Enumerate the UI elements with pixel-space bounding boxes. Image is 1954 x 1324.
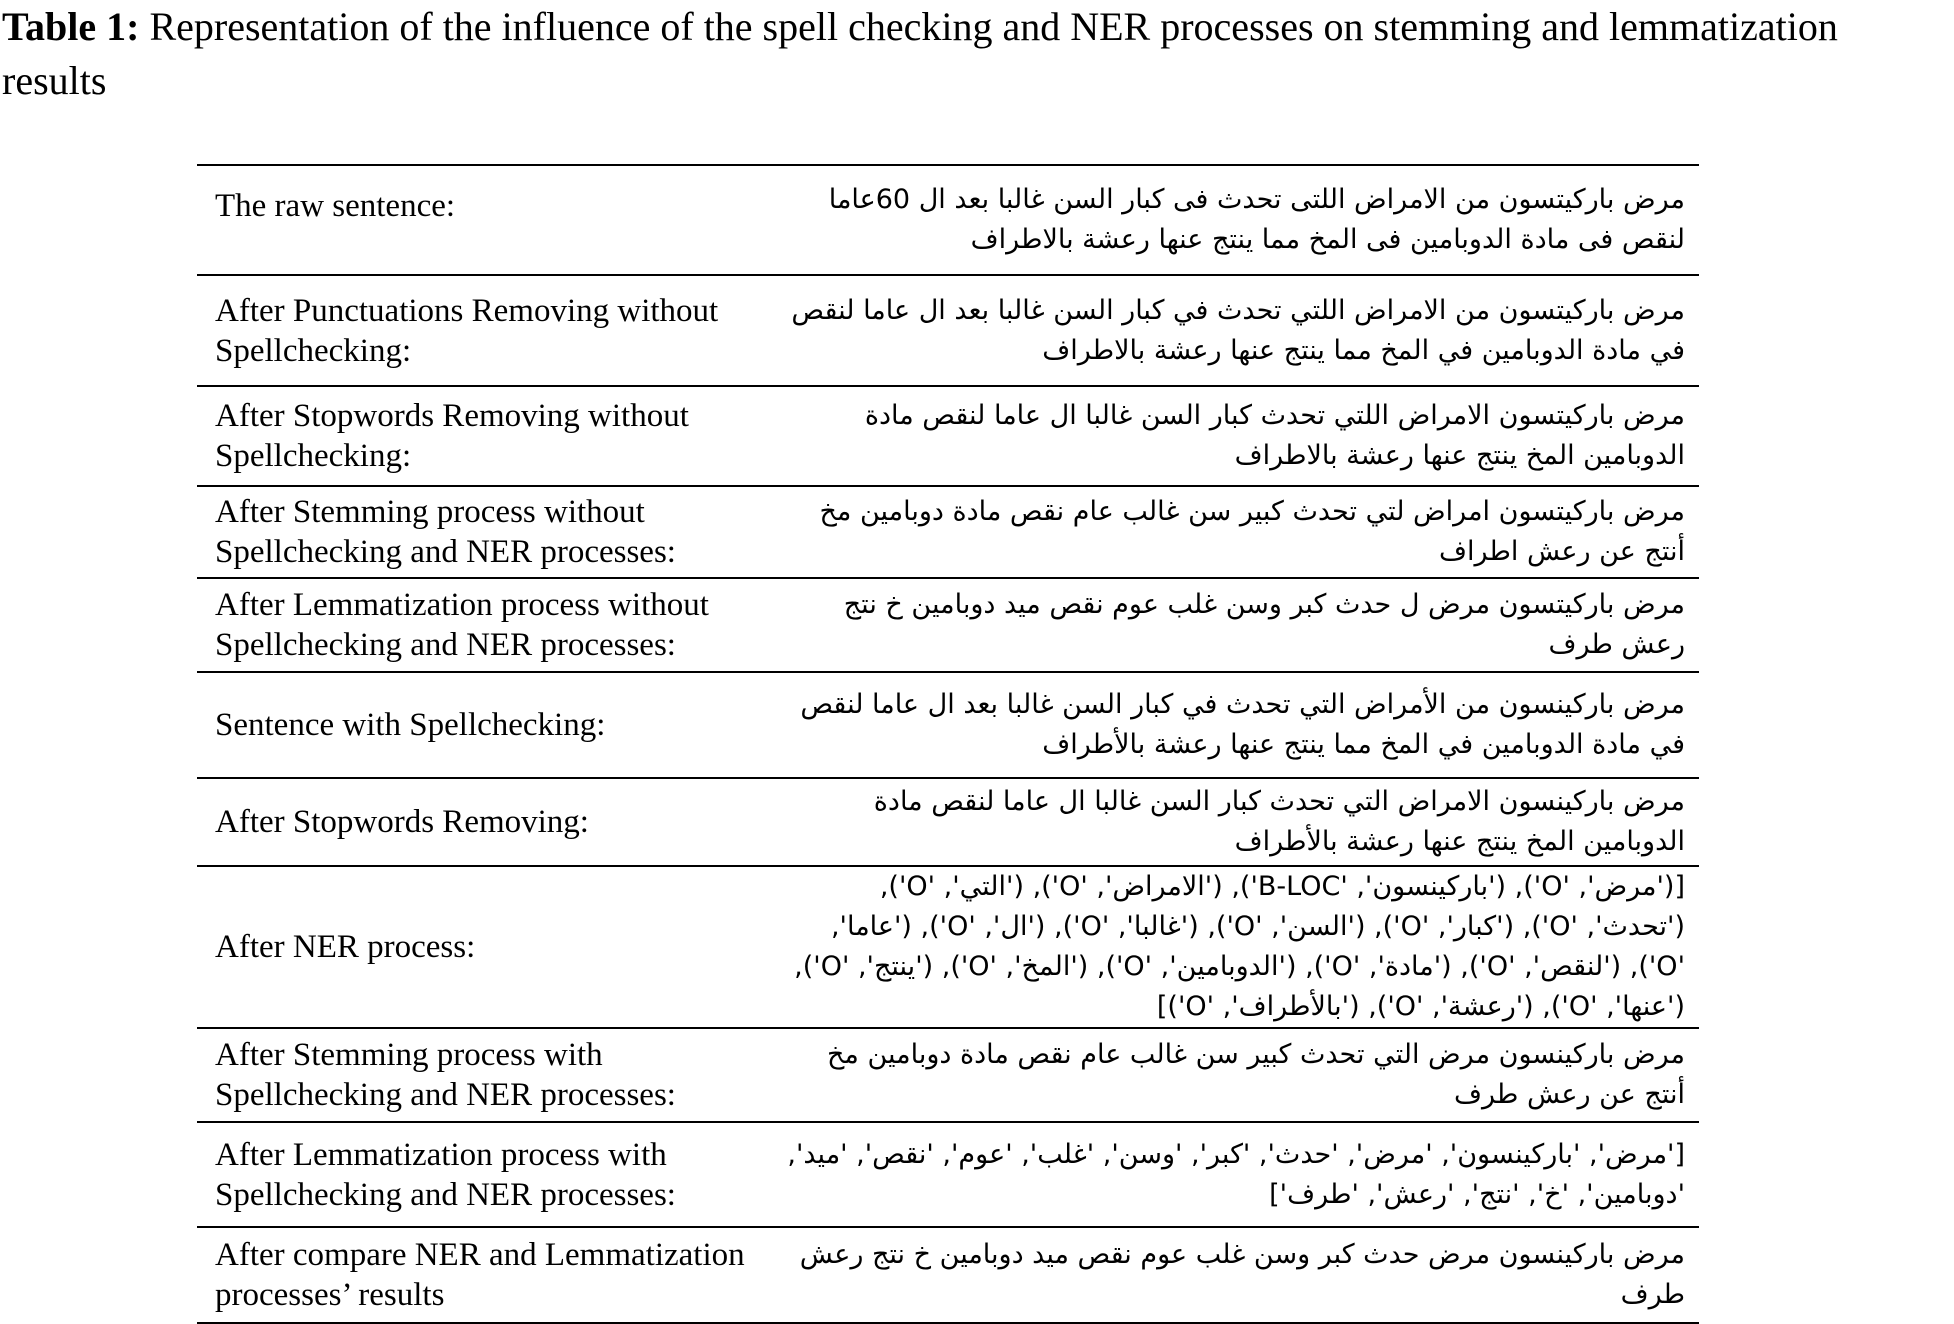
row-value: ['مرض', 'باركينسون', 'مرض', 'حدث', 'كبر', 'وسن', 'غلب', 'عوم', 'نقص', 'ميد', 'دوبامين', 'خ', 'نتج', 'رعش', 'طرف'] [787, 1138, 1685, 1210]
row-label: After Stemming process without Spellchecking and NER processes: [215, 494, 676, 570]
table-row-lemmatization-with-spellcheck [197, 1122, 1699, 1227]
row-label: After Punctuations Removing without Spellchecking: [215, 292, 719, 369]
results-table-container [197, 164, 1699, 1324]
row-label: Sentence with Spellchecking: [215, 707, 606, 743]
row-label: After NER process: [215, 929, 476, 965]
caption-text: Representation of the influence of the spell checking and NER processes on stemming and lemmatization results [2, 4, 1838, 103]
table-row-lemmatization-without-spellcheck [197, 578, 1699, 672]
row-label: After Stopwords Removing without Spellchecking: [215, 398, 689, 474]
row-label: After Lemmatization process without Spellchecking and NER processes: [215, 587, 709, 663]
row-value: مرض باركيتسون من الامراض اللتي تحدث في كبار السن غالبا بعد ال عاما لنقص في مادة الدوبامين في المخ مما ينتج عنها رعشة بالاطراف [791, 294, 1685, 366]
row-value: مرض باركينسون من الأمراض التي تحدث في كبار السن غالبا بعد ال عاما لنقص في مادة الدوبامين في المخ مما ينتج عنها رعشة بالأطراف [800, 689, 1685, 760]
row-label: After Lemmatization process with Spellchecking and NER processes: [215, 1136, 676, 1213]
row-label: The raw sentence: [215, 188, 456, 224]
results-table [197, 164, 1699, 1324]
caption-label: Table 1: [2, 4, 140, 49]
row-value: مرض باركيتسون من الامراض اللتى تحدث فى كبار السن غالبا بعد ال 60عاما لنقص فى مادة الدوبامين فى المخ مما ينتج عنها رعشة بالاطراف [828, 184, 1685, 255]
table-row-stopwords-without-spellcheck [197, 386, 1699, 486]
row-value: مرض باركيتسون مرض ل حدث كبر وسن غلب عوم نقص ميد دوبامين خ نتج رعش طرف [843, 589, 1685, 660]
table-row-stemming-with-spellcheck [197, 1028, 1699, 1122]
table-caption [2, 0, 1950, 108]
row-label: After compare NER and Lemmatization processes’ results [215, 1237, 745, 1313]
row-value: مرض باركيتسون الامراض اللتي تحدث كبار السن غالبا ال عاما لنقص مادة الدوبامين المخ ينتج عنها رعشة بالاطراف [864, 400, 1685, 471]
table-row-stemming-without-spellcheck [197, 486, 1699, 578]
row-label: After Stemming process with Spellchecking and NER processes: [215, 1037, 676, 1113]
row-label: After Stopwords Removing: [215, 804, 589, 840]
row-value: [('مرض', 'O'), ('باركينسون', 'B-LOC'), ('الامراض', 'O'), ('التي', 'O'), ('تحدث', 'O'), ('كبار', 'O'), ('السن', 'O'), ('غالبا', 'O'), ('ال', 'O'), ('عاما', 'O'), ('لنقص', 'O'), ('مادة', 'O'), ('الدوبامين', 'O'), ('المخ', 'O'), ('ينتج', 'O'), ('عنها', 'O'), ('رعشة', 'O'), ('بالأطراف', 'O')] [794, 871, 1685, 1022]
table-row-raw-sentence [197, 165, 1699, 275]
row-value: مرض باركينسون مرض التي تحدث كبير سن غالب عام نقص مادة دوبامين مخ أنتج عن رعش طرف [826, 1039, 1685, 1110]
row-value: مرض باركينسون مرض حدث كبر وسن غلب عوم نقص ميد دوبامين خ نتج رعش طرف [799, 1239, 1685, 1310]
table-row-sentence-with-spellcheck [197, 672, 1699, 778]
table-row-punctuation-removing [197, 275, 1699, 386]
table-row-compare-results [197, 1227, 1699, 1323]
row-value: مرض باركيتسون امراض لتي تحدث كبير سن غالب عام نقص مادة دوبامين مخ أنتج عن رعش اطراف [819, 496, 1685, 567]
table-row-stopwords-removing [197, 778, 1699, 866]
table-row-ner-process [197, 866, 1699, 1028]
row-value: مرض باركينسون الامراض التي تحدث كبار السن غالبا ال عاما لنقص مادة الدوبامين المخ ينتج عنها رعشة بالأطراف [873, 786, 1685, 857]
